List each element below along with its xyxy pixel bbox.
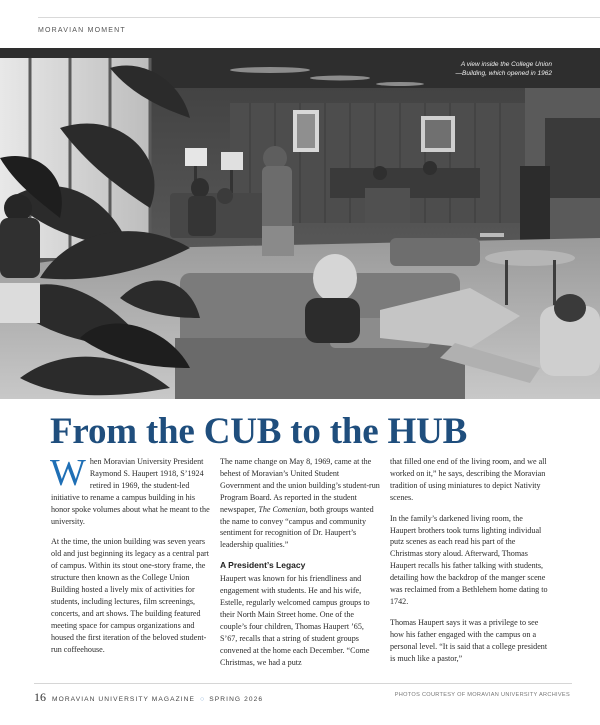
- paragraph-text: hen Moravian University President Raymond S. Haupert 1918, S’1924 retired in 1969, the student-led initiative to rename a campus building in his honor spoke volumes about what he meant to the university.: [51, 457, 210, 526]
- magazine-name: MORAVIAN UNIVERSITY MAGAZINE: [52, 696, 196, 703]
- paragraph-text: The name change on May 8, 1969, came at the behest of Moravian’s United Student Government and the union building’s student-run Program Board. As reported in the student newspaper,: [220, 457, 380, 514]
- issue-label: SPRING 2026: [209, 696, 264, 703]
- footer-rule: [34, 683, 572, 684]
- paragraph: [50, 452, 211, 527]
- page-number: 16: [34, 690, 46, 704]
- column-2: [220, 456, 380, 677]
- photo-caption: [442, 60, 552, 78]
- section-label: MORAVIAN MOMENT: [38, 27, 126, 34]
- photo-credit: PHOTOS COURTESY OF MORAVIAN UNIVERSITY ARCHIVES: [394, 692, 570, 698]
- caption-line: —Building, which opened in 1962: [455, 70, 552, 77]
- paragraph: At the time, the union building was seven years old and just beginning its legacy as a central part of campus. Within its stout one-story frame, the structure then known as the College Union Building hosted a lively mix of activities for students, including lectures, film screenings, concerts, and art shows. The building featured meeting space for campus organizations and housed the first iteration of the beloved student-run coffeehouse.: [51, 537, 210, 654]
- drop-cap: W: [50, 452, 86, 494]
- column-3: [390, 456, 550, 674]
- footer: [34, 690, 263, 705]
- separator-icon: ○: [200, 696, 205, 703]
- headline: From the CUB to the HUB: [50, 411, 468, 452]
- paragraph: Thomas Haupert says it was a privilege to see how his father engaged with the campus on a personal level. “It is said that a college president is much like a pastor,”: [390, 617, 548, 663]
- archival-photo: [0, 48, 600, 399]
- top-rule: [38, 17, 600, 18]
- column-1: [50, 452, 211, 665]
- paragraph: In the family’s darkened living room, the Haupert brothers took turns lighting individual putz scenes as each read his part of the Christmas story aloud. Afterward, Thomas Haupert recalls his father talking with students, detailing how the backdrop of the manger scene was reclaimed from a Bethlehem home dating to 1742.: [390, 513, 548, 606]
- paragraph: Haupert was known for his friendliness and engagement with students. He and his wife, Estelle, regularly welcomed campus groups to their North Main Street home. One of the couple’s four children, Thomas Haupert ’65, S’67, recalls that a string of student groups convened at the home each December. “Come Christmas, we had a putz: [220, 574, 370, 667]
- paragraph-text: , both groups wanted the name to convey “campus and community sentiment for recognition of Dr. Haupert’s leadership qualities.”: [220, 504, 374, 550]
- paragraph: that filled one end of the living room, and we all worked on it,” he says, describing the Moravian tradition of using miniatures to depict Nativity scenes.: [390, 457, 547, 502]
- paragraph: [220, 456, 380, 551]
- caption-line: A view inside the College Union: [460, 61, 552, 68]
- subheading: A President’s Legacy: [220, 560, 306, 571]
- newspaper-title: The Comenian: [258, 504, 306, 514]
